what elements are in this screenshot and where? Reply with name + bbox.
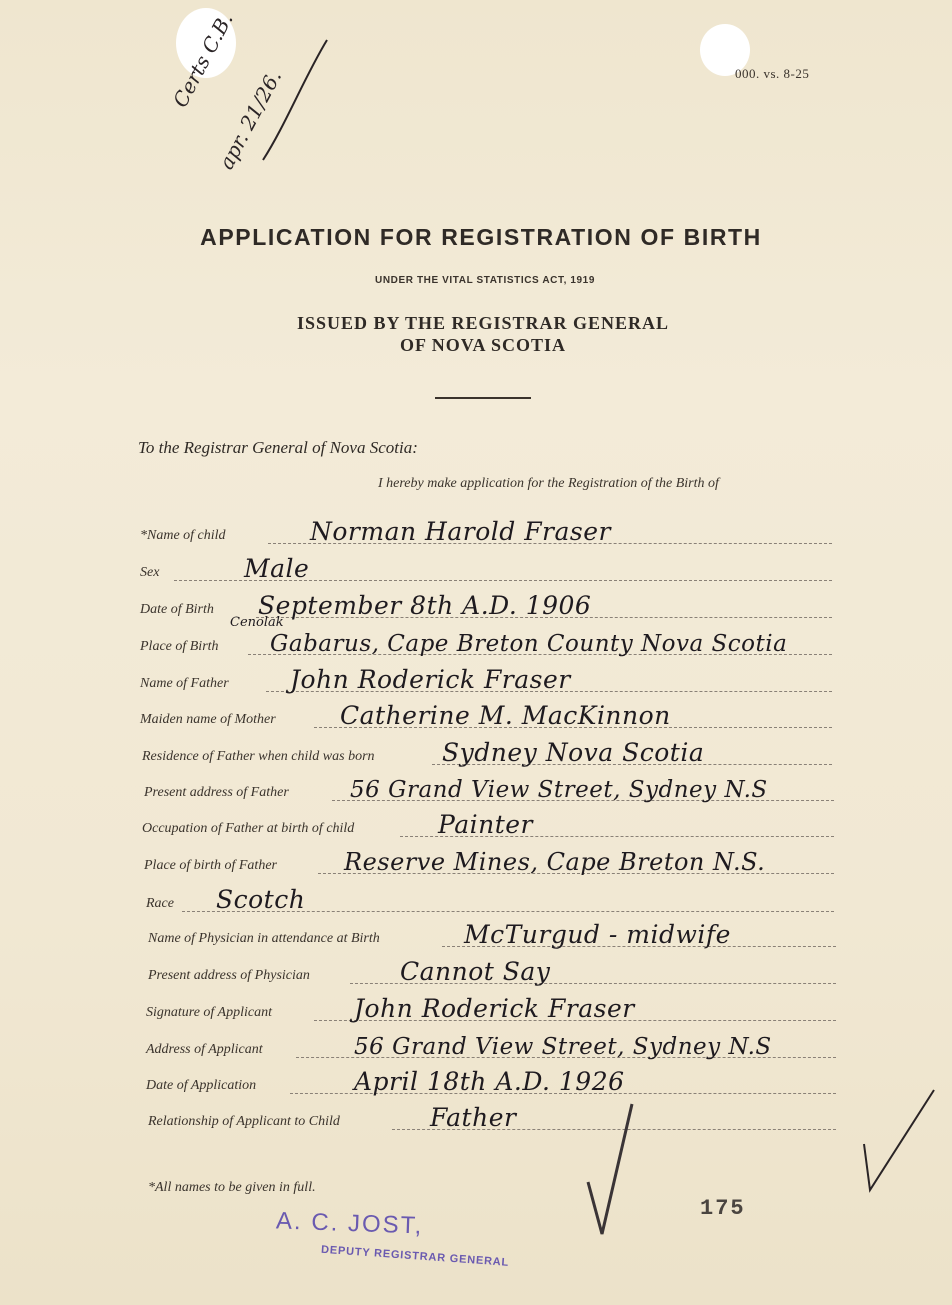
field-label: Race: [146, 896, 174, 911]
margin-tick-mark: [255, 36, 335, 166]
salutation: To the Registrar General of Nova Scotia:: [138, 438, 418, 457]
field-value: Reserve Mines, Cape Breton N.S.: [344, 848, 766, 876]
field-residence-of-father: [142, 737, 832, 767]
field-label: Name of Father: [140, 676, 229, 691]
field-label: *Name of child: [140, 528, 226, 543]
field-value: John Roderick Fraser: [290, 665, 571, 694]
field-sex: [140, 553, 832, 583]
field-value: Male: [244, 554, 310, 583]
field-label: Present address of Physician: [148, 968, 310, 983]
field-present-address-of-father: [144, 773, 834, 803]
intro-text: I hereby make application for the Registration of the Birth of: [378, 476, 719, 491]
margin-note-line2: apr. 21/26.: [214, 65, 287, 174]
field-value: April 18th A.D. 1926: [354, 1067, 625, 1096]
field-label: Maiden name of Mother: [140, 712, 276, 727]
field-label: Sex: [140, 565, 160, 580]
field-value: Gabarus, Cape Breton County Nova Scotia: [270, 631, 788, 657]
stamp-name: A. C. JOST,: [275, 1207, 424, 1240]
field-label: Date of Birth: [140, 602, 214, 617]
field-occupation-of-father: [142, 809, 834, 839]
field-label: Date of Application: [146, 1078, 257, 1093]
field-value: John Roderick Fraser: [354, 994, 635, 1023]
field-place-of-birth: [140, 615, 832, 657]
form-title: APPLICATION FOR REGISTRATION OF BIRTH: [200, 224, 762, 250]
place-of-birth-note: Cenolak: [230, 615, 284, 630]
issuer: [0, 312, 952, 356]
field-name-of-child: [140, 516, 832, 546]
field-value: 56 Grand View Street, Sydney N.S: [350, 777, 768, 803]
field-maiden-name-of-mother: [140, 700, 832, 730]
form-subtitle: UNDER THE VITAL STATISTICS ACT, 1919: [375, 275, 595, 286]
field-race: [146, 884, 834, 914]
title-rule: [435, 397, 531, 399]
field-value: Sydney Nova Scotia: [442, 738, 705, 767]
field-place-of-birth-of-father: [144, 846, 834, 876]
field-relationship-of-applicant: [148, 1102, 836, 1132]
field-label: Place of birth of Father: [144, 858, 277, 873]
field-value: Scotch: [216, 885, 306, 914]
field-label: Occupation of Father at birth of child: [142, 821, 355, 836]
field-label: Address of Applicant: [146, 1042, 263, 1057]
footnote: *All names to be given in full.: [148, 1180, 316, 1195]
field-label: Place of Birth: [140, 639, 219, 654]
field-value: Cannot Say: [400, 957, 551, 986]
field-value: McTurgud - midwife: [464, 920, 731, 949]
field-present-address-of-physician: [148, 956, 836, 986]
field-name-of-physician: [148, 919, 836, 949]
issuer-line2: OF NOVA SCOTIA: [399, 335, 567, 355]
stamp-title: DEPUTY REGISTRAR GENERAL: [320, 1243, 510, 1269]
field-label: Name of Physician in attendance at Birth: [148, 931, 380, 946]
field-value: Norman Harold Fraser: [310, 517, 611, 546]
field-value: Painter: [438, 810, 533, 839]
field-address-of-applicant: [146, 1030, 836, 1060]
field-date-of-application: [146, 1066, 836, 1096]
field-value: Catherine M. MacKinnon: [340, 701, 671, 730]
check-mark: [580, 1100, 640, 1240]
field-name-of-father: [140, 664, 832, 694]
margin-note-line1: Certs C.B.: [168, 8, 238, 112]
field-label: Relationship of Applicant to Child: [148, 1114, 340, 1129]
registrar-stamp: [275, 1207, 510, 1269]
field-value: Father: [430, 1103, 517, 1132]
field-signature-of-applicant: [146, 993, 836, 1023]
field-label: Present address of Father: [144, 785, 289, 800]
field-label: Residence of Father when child was born: [142, 749, 375, 764]
check-mark: [858, 1086, 938, 1196]
field-label: Signature of Applicant: [146, 1005, 272, 1020]
field-value: September 8th A.D. 1906: [258, 591, 592, 620]
issuer-line1: ISSUED BY THE REGISTRAR GENERAL: [296, 313, 670, 333]
field-value: 56 Grand View Street, Sydney N.S: [354, 1034, 772, 1060]
form-number: 000. vs. 8-25: [735, 66, 810, 81]
file-number: 175: [700, 1196, 746, 1221]
